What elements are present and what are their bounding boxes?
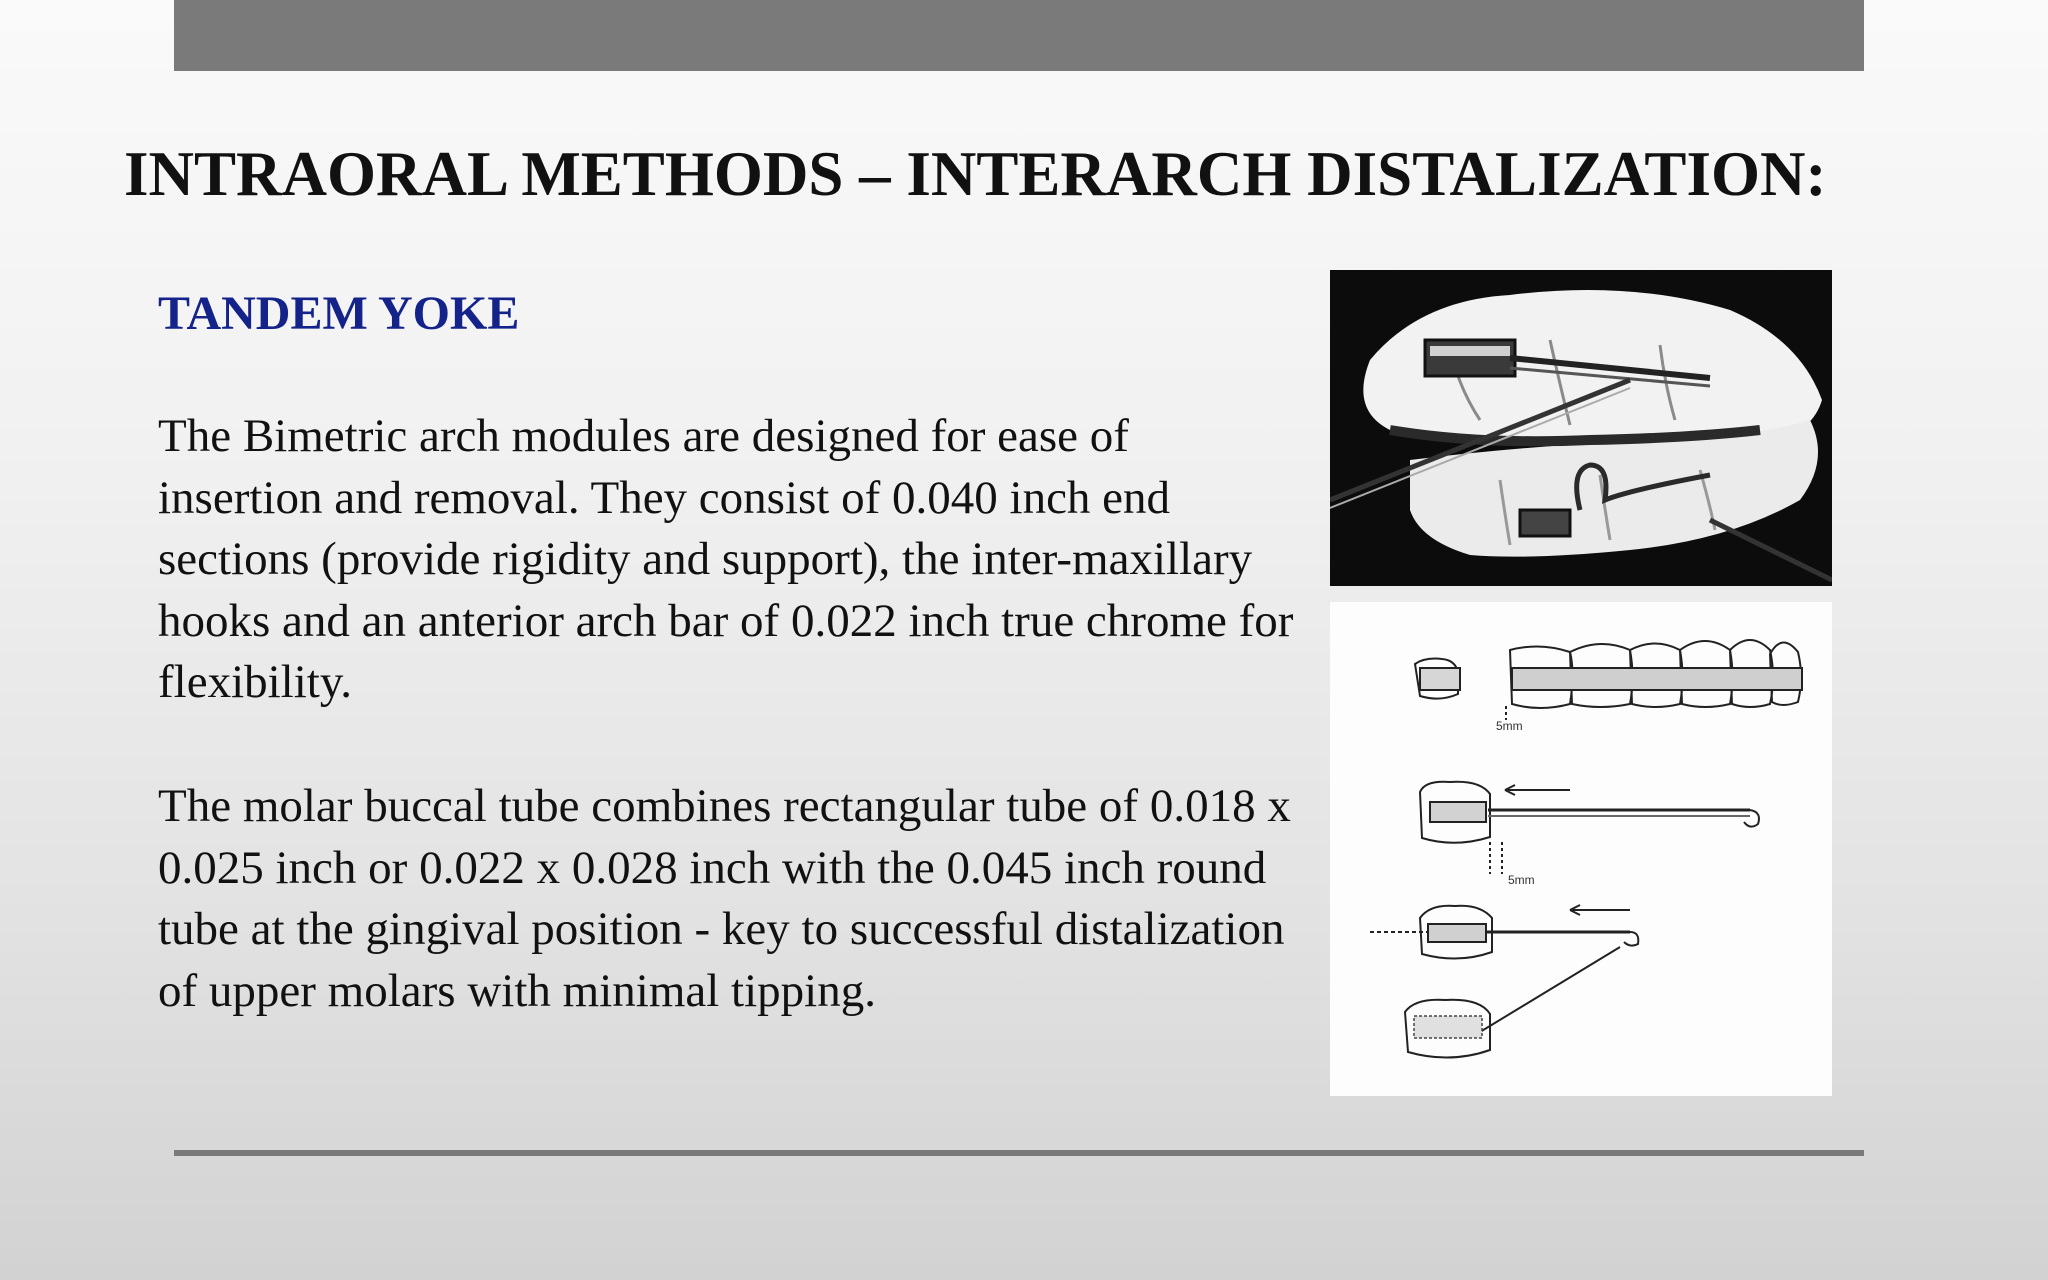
section-subtitle: TANDEM YOKE [158, 287, 520, 340]
diagram-label-top: 5mm [1496, 719, 1523, 733]
paragraph-bimetric-modules: The Bimetric arch modules are designed for ease of insertion and removal. They consist of 0.040 inch end sections (provide rigidity and support), the inter-maxillary hooks and an anterior arch bar of 0.022 inch true chrome for flexibility. [158, 410, 1294, 708]
diagram-label-middle: 5mm [1508, 873, 1535, 887]
slide-title: INTRAORAL METHODS – INTERARCH DISTALIZATION: [124, 139, 1827, 209]
top-decorative-bar [174, 0, 1864, 71]
paragraph-molar-buccal-tube: The molar buccal tube combines rectangular tube of 0.018 x 0.025 inch or 0.022 x 0.028 inch with the 0.045 inch round tube at the gingival position - key to successful distalization of upper molars with minimal tipping. [158, 780, 1291, 1017]
bottom-divider-line [174, 1150, 1864, 1156]
appliance-line-diagram [1330, 602, 1832, 1096]
intraoral-appliance-photo [1330, 270, 1832, 586]
